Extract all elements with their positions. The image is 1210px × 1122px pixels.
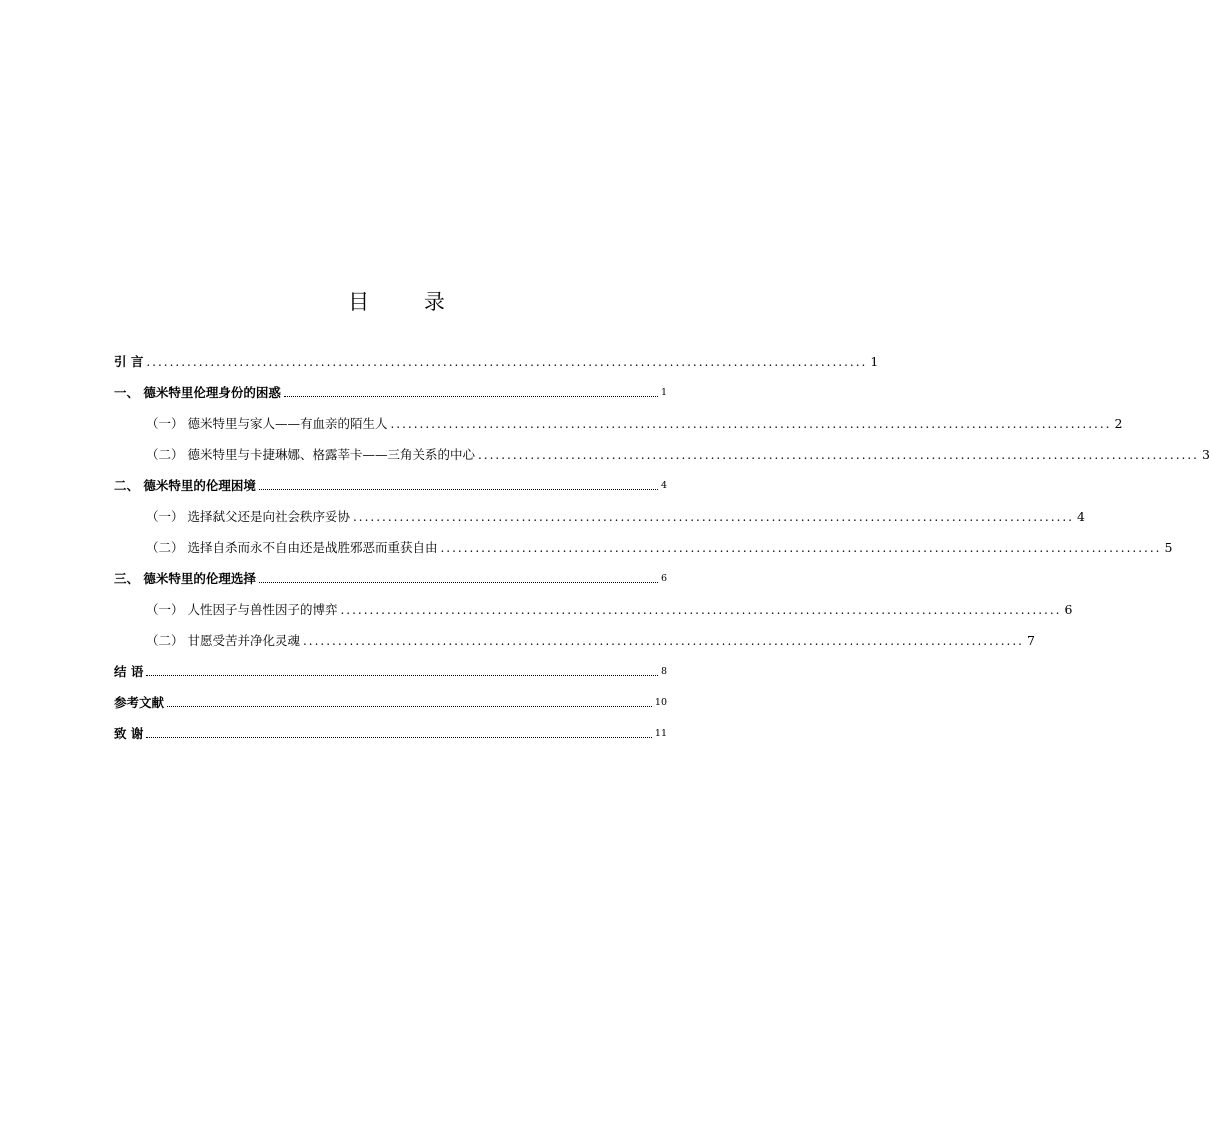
toc-entry-page: 6 xyxy=(660,573,667,584)
dot-leader: ............................................................................................................................ xyxy=(302,634,1024,648)
dot-leader xyxy=(284,395,658,397)
toc-entry-label: 结 语 xyxy=(114,664,144,679)
toc-entry-page: 4 xyxy=(1076,509,1085,524)
toc-entry-page: 10 xyxy=(654,697,667,708)
toc-entry-section-2-1[interactable] xyxy=(146,505,1085,525)
toc-entry-page: 1 xyxy=(870,354,879,369)
toc-entry-label: 参考文献 xyxy=(114,695,165,710)
toc-entry-acknowledgements[interactable] xyxy=(114,722,667,742)
toc-entry-page: 4 xyxy=(660,480,667,491)
toc-entry-chapter-1[interactable] xyxy=(114,381,667,401)
toc-entry-label: （一） 人性因子与兽性因子的博弈 xyxy=(146,602,338,617)
toc-entry-label: 引 言 xyxy=(114,354,144,369)
dot-leader xyxy=(146,736,652,738)
dot-leader: ............................................................................................................................ xyxy=(352,510,1074,524)
toc-entry-page: 5 xyxy=(1164,540,1173,555)
toc-entry-label: （一） 德米特里与家人——有血亲的陌生人 xyxy=(146,416,388,431)
toc-entry-page: 1 xyxy=(660,387,667,398)
toc-entry-page: 6 xyxy=(1064,602,1073,617)
toc-entry-chapter-2[interactable] xyxy=(114,474,667,494)
toc-entry-section-1-2[interactable] xyxy=(146,443,1210,463)
dot-leader xyxy=(146,674,658,676)
toc-entry-section-3-2[interactable] xyxy=(146,629,1035,649)
toc-entry-page: 3 xyxy=(1201,447,1210,462)
toc-entry-label: （二） 甘愿受苦并净化灵魂 xyxy=(146,633,300,648)
toc-entry-chapter-3[interactable] xyxy=(114,567,667,587)
toc-entry-page: 8 xyxy=(660,666,667,677)
toc-entry-label: 致 谢 xyxy=(114,726,144,741)
toc-entry-references[interactable] xyxy=(114,691,667,711)
toc-entry-section-2-2[interactable] xyxy=(146,536,1173,556)
toc-entry-label: （一） 选择弑父还是向社会秩序妥协 xyxy=(146,509,350,524)
toc-entry-page: 11 xyxy=(654,728,667,739)
toc-entry-label: 三、 德米特里的伦理选择 xyxy=(114,571,256,586)
dot-leader: ............................................................................................................................ xyxy=(477,448,1199,462)
toc-entry-conclusion[interactable] xyxy=(114,660,667,680)
dot-leader xyxy=(167,705,652,707)
toc-entry-introduction[interactable] xyxy=(114,350,879,370)
dot-leader: ............................................................................................................................ xyxy=(340,603,1062,617)
toc-title: 目 录 xyxy=(348,290,469,314)
dot-leader: ............................................................................................................................ xyxy=(440,541,1162,555)
dot-leader: ............................................................................................................................ xyxy=(146,355,868,369)
toc-entry-section-3-1[interactable] xyxy=(146,598,1073,618)
toc-entry-page: 2 xyxy=(1114,416,1123,431)
toc-entry-section-1-1[interactable] xyxy=(146,412,1123,432)
toc-entry-page: 7 xyxy=(1026,633,1035,648)
dot-leader: ............................................................................................................................ xyxy=(390,417,1112,431)
toc-entry-label: （二） 选择自杀而永不自由还是战胜邪恶而重获自由 xyxy=(146,540,438,555)
toc-entry-label: 二、 德米特里的伦理困境 xyxy=(114,478,256,493)
toc-entry-label: （二） 德米特里与卡捷琳娜、格露莘卡——三角关系的中心 xyxy=(146,447,475,462)
dot-leader xyxy=(259,581,658,583)
toc-entry-label: 一、 德米特里伦理身份的困惑 xyxy=(114,385,281,400)
dot-leader xyxy=(259,488,658,490)
